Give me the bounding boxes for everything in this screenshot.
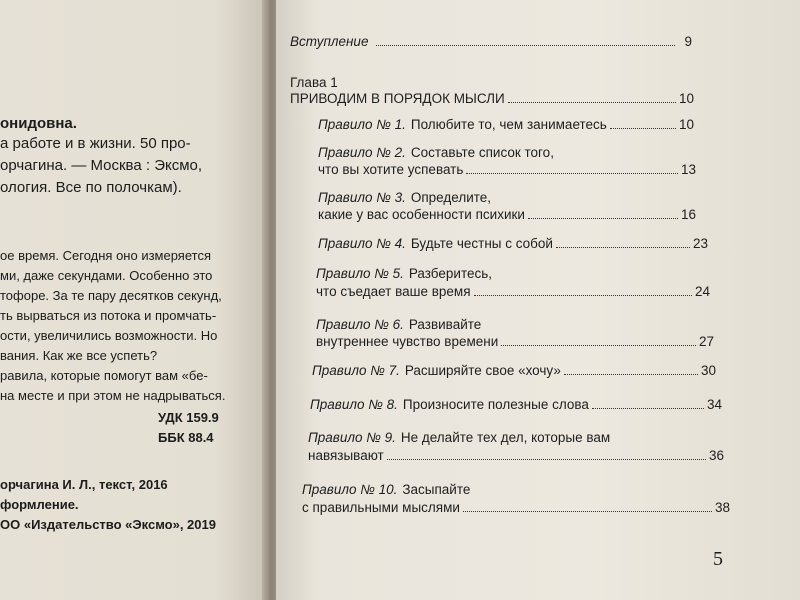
toc-intro [290, 34, 692, 49]
rule-text: Не делайте тех дел, которые вам [400, 430, 611, 445]
toc-chapter [290, 91, 694, 106]
dot-leader [556, 247, 690, 248]
annotation-line: ое время. Сегодня оно измеряется [0, 248, 211, 263]
rule-text: навязывают [308, 448, 384, 463]
desc-line: а работе и в жизни. 50 про- [0, 135, 191, 152]
rule-text: Произносите полезные слова [402, 397, 589, 412]
annotation-line: ть вырваться из потока и промчать- [0, 308, 217, 323]
desc-line: ология. Все по полочкам). [0, 179, 182, 196]
rule-text: какие у вас особенности психики [318, 207, 525, 222]
annotation-line: на месте и при этом не надрываться. [0, 388, 226, 403]
rule-number: Правило № 10. [302, 482, 398, 497]
toc-rule-3 [318, 190, 491, 205]
toc-rule-9-cont [308, 448, 724, 463]
rule-number: Правило № 4. [318, 236, 406, 251]
dot-leader [528, 218, 678, 219]
toc-rule-6-cont [316, 334, 714, 349]
rule-text: Составьте список того, [410, 145, 554, 160]
toc-rule-5 [316, 266, 492, 281]
toc-rule-3-cont [318, 207, 696, 222]
author-line: онидовна. [0, 115, 77, 132]
rule-page: 16 [680, 207, 696, 222]
copyright-line: ОО «Издательство «Эксмо», 2019 [0, 517, 216, 532]
dot-leader [463, 511, 712, 512]
rule-number: Правило № 8. [310, 397, 398, 412]
rule-page: 38 [714, 500, 730, 515]
toc-chapter-page: 10 [678, 91, 694, 106]
rule-number: Правило № 9. [308, 430, 396, 445]
rule-number: Правило № 7. [312, 363, 400, 378]
toc-rule-6 [316, 317, 481, 332]
rule-text: Засыпайте [402, 482, 471, 497]
rule-page: 34 [706, 397, 722, 412]
page-number: 5 [713, 548, 723, 570]
chapter-label: Глава 1 [290, 75, 338, 90]
dot-leader [592, 408, 704, 409]
rule-text: Разберитесь, [408, 266, 493, 281]
toc-rule-2 [318, 145, 554, 160]
toc-rule-5-cont [316, 284, 710, 299]
toc-chapter-title: ПРИВОДИМ В ПОРЯДОК МЫСЛИ [290, 91, 505, 106]
rule-page: 23 [692, 236, 708, 251]
toc-rule-10 [302, 482, 470, 497]
dot-leader [376, 45, 675, 46]
rule-text: Полюбите то, чем занимаетесь [410, 117, 607, 132]
copyright-line: формление. [0, 497, 79, 512]
rule-page: 30 [700, 363, 716, 378]
annotation-line: ми, даже секундами. Особенно это [0, 268, 213, 283]
dot-leader [387, 459, 706, 460]
toc-intro-page: 9 [684, 34, 692, 49]
toc-rule-1 [318, 117, 694, 132]
rule-number: Правило № 3. [318, 190, 406, 205]
toc-rule-10-cont [302, 500, 730, 515]
rule-number: Правило № 5. [316, 266, 404, 281]
toc-intro-label: Вступление [290, 34, 369, 49]
rule-text: Расширяйте свое «хочу» [404, 363, 561, 378]
rule-text: внутреннее чувство времени [316, 334, 499, 349]
rule-text: Определите, [410, 190, 492, 205]
rule-page: 13 [680, 162, 696, 177]
bbk-code: ББК 88.4 [158, 430, 214, 445]
dot-leader [501, 345, 696, 346]
dot-leader [564, 374, 698, 375]
rule-text: что съедает ваше время [316, 284, 471, 299]
rule-text: Будьте честны с собой [410, 236, 553, 251]
desc-line: орчагина. — Москва : Эксмо, [0, 157, 203, 174]
rule-number: Правило № 2. [318, 145, 406, 160]
rule-page: 27 [698, 334, 714, 349]
rule-page: 24 [694, 284, 710, 299]
toc-rule-2-cont [318, 162, 696, 177]
copyright-line: орчагина И. Л., текст, 2016 [0, 477, 168, 492]
rule-page: 10 [678, 117, 694, 132]
annotation-line: тофоре. За те пару десятков секунд, [0, 288, 222, 303]
rule-text: Развивайте [408, 317, 482, 332]
toc-rule-9 [308, 430, 610, 445]
annotation-line: вания. Как же все успеть? [0, 348, 158, 363]
dot-leader [610, 128, 676, 129]
rule-number: Правило № 1. [318, 117, 406, 132]
rule-page: 36 [708, 448, 724, 463]
dot-leader [466, 173, 678, 174]
toc-rule-8 [310, 397, 722, 412]
dot-leader [474, 295, 692, 296]
toc-rule-4 [318, 236, 708, 251]
annotation-line: ости, увеличились возможности. Но [0, 328, 218, 343]
annotation-line: равила, которые помогут вам «бе- [0, 368, 208, 383]
left-page [0, 0, 268, 600]
rule-number: Правило № 6. [316, 317, 404, 332]
rule-text: с правильными мыслями [302, 500, 460, 515]
udk-code: УДК 159.9 [158, 410, 219, 425]
dot-leader [508, 102, 676, 103]
rule-text: что вы хотите успевать [318, 162, 464, 177]
toc-rule-7 [312, 363, 716, 378]
